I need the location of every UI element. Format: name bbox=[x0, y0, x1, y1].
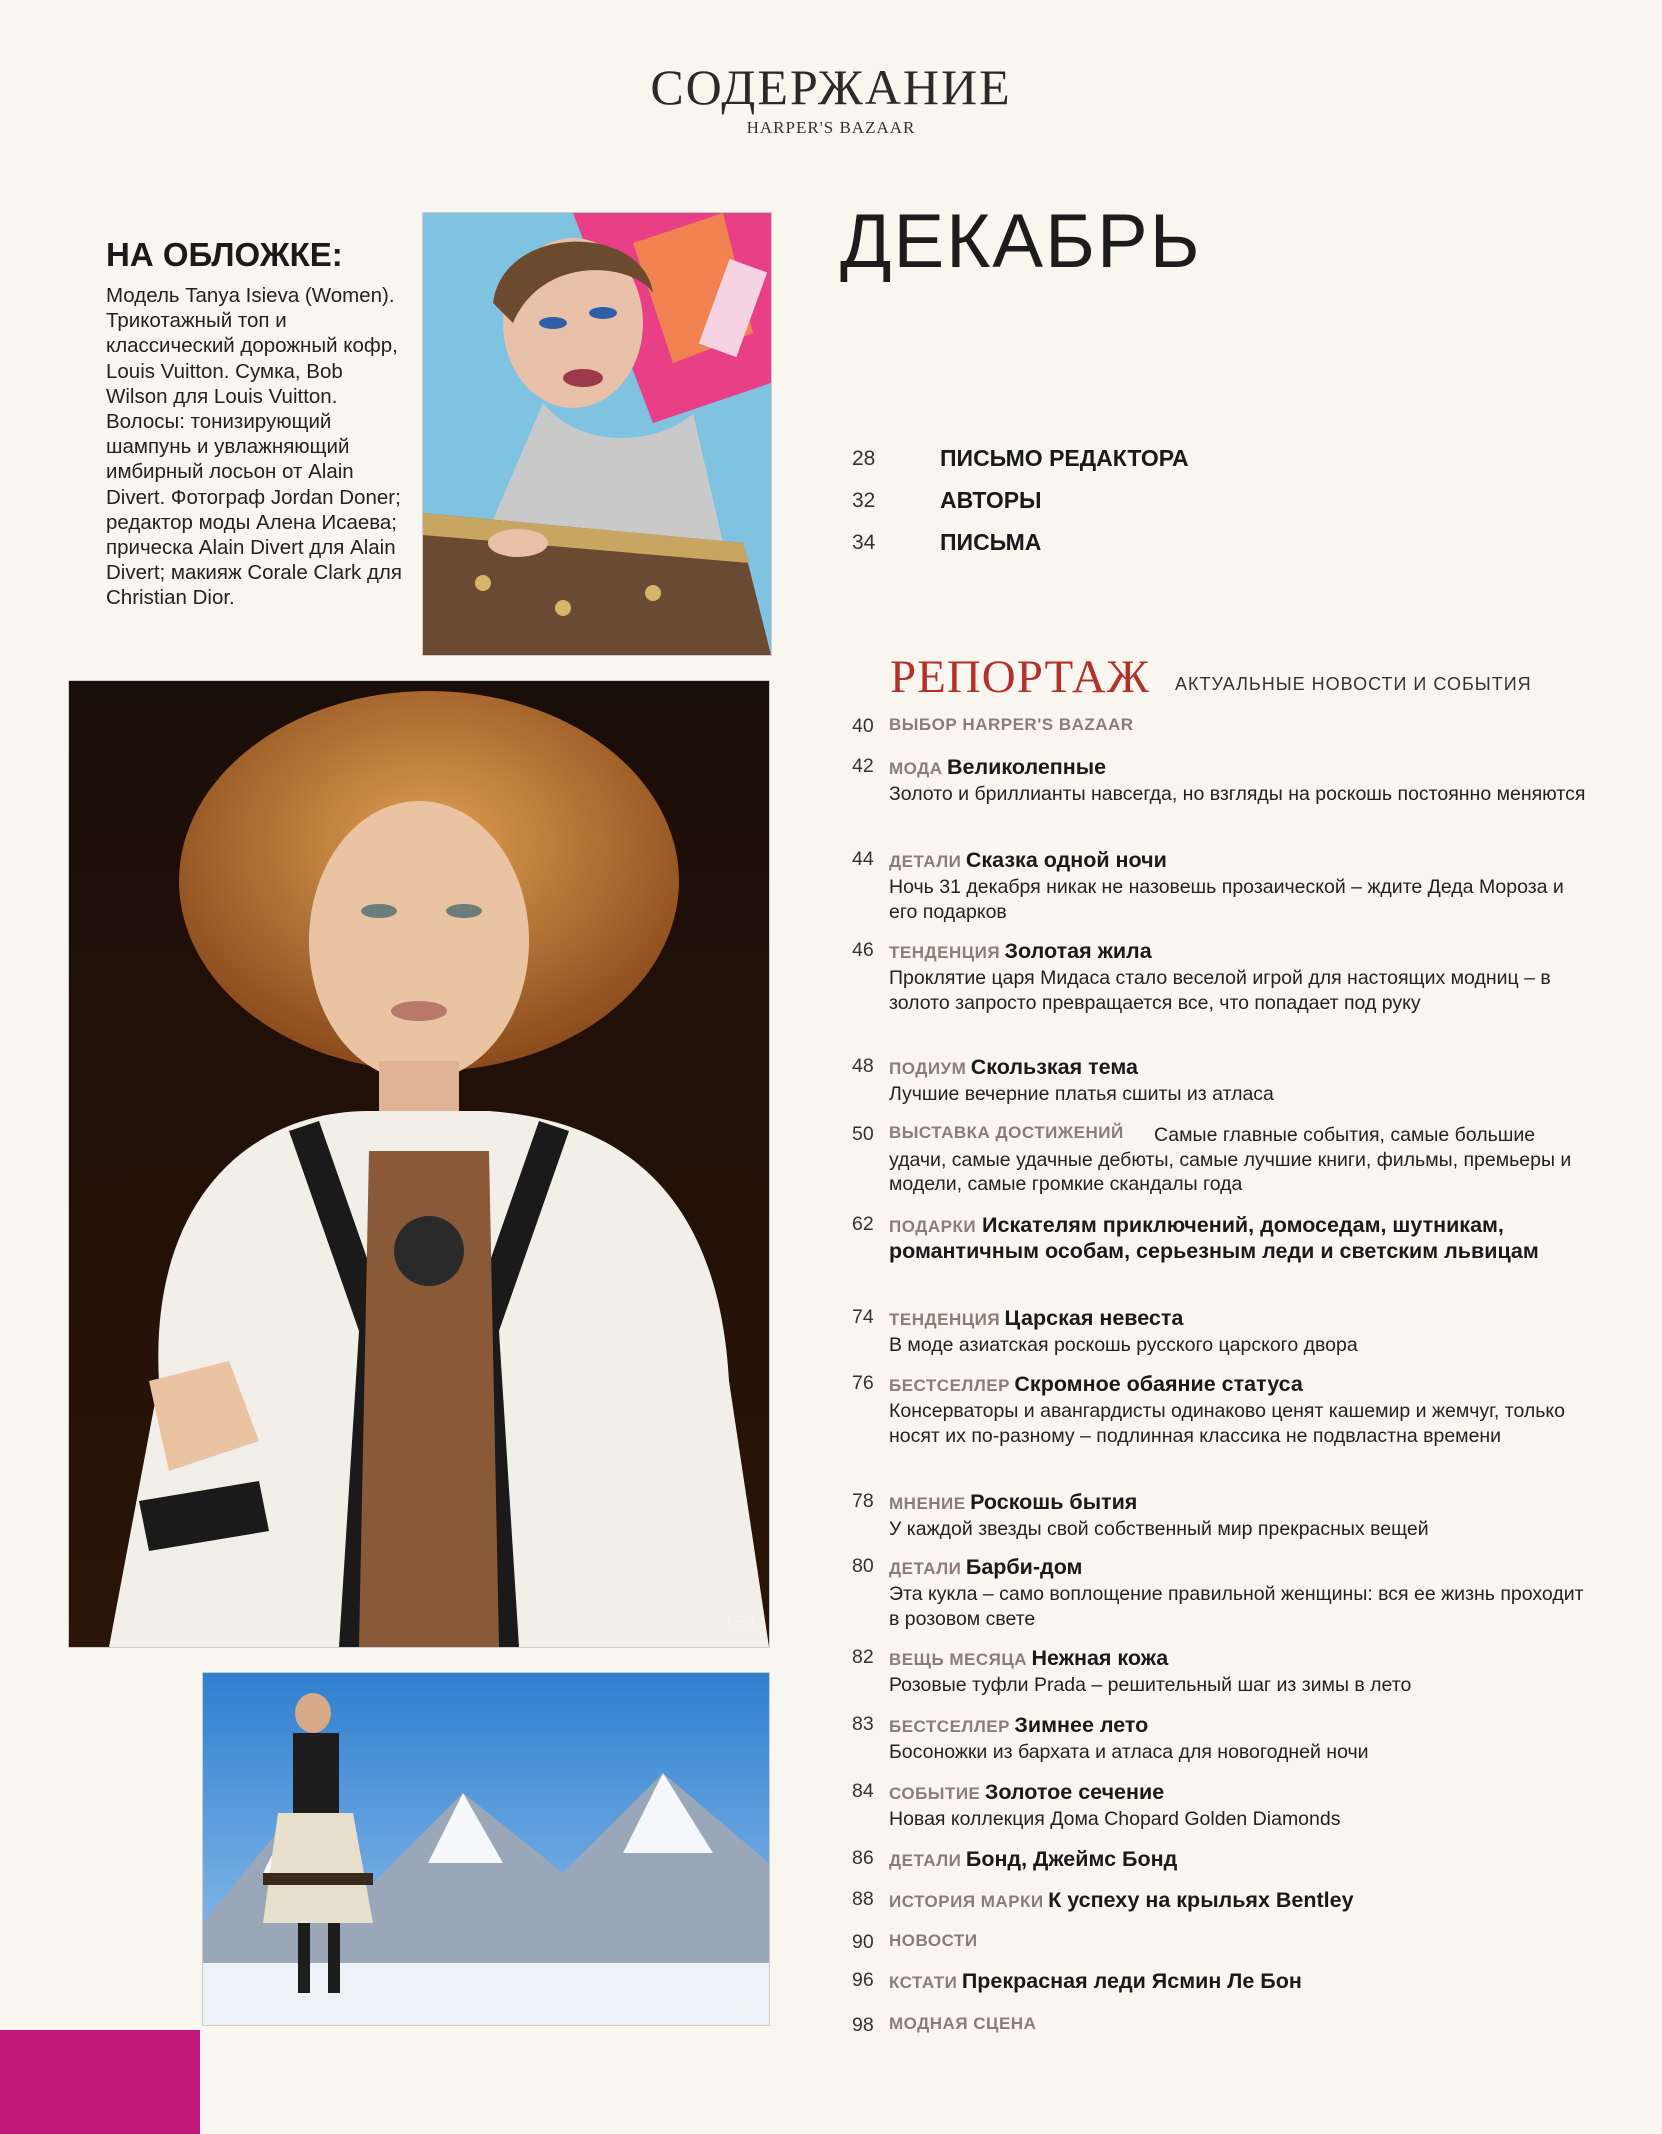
toc-top-item[interactable] bbox=[852, 447, 1352, 487]
toc-entry-title: Великолепные bbox=[947, 755, 1107, 779]
toc-entry-title: К успеху на крыльях Bentley bbox=[1048, 1888, 1354, 1912]
toc-entry-description: Розовые туфли Prada – решительный шаг из зимы в лето bbox=[889, 1674, 1412, 1696]
section-subtitle: АКТУАЛЬНЫЕ НОВОСТИ И СОБЫТИЯ bbox=[1175, 674, 1532, 694]
toc-entry-page: 86 bbox=[852, 1847, 874, 1869]
toc-entry-title: Бонд, Джеймс Бонд bbox=[965, 1847, 1178, 1871]
toc-entry-page: 46 bbox=[852, 939, 874, 961]
toc-top-item-title: ПИСЬМО РЕДАКТОРА bbox=[940, 445, 1189, 471]
toc-top-item-page: 32 bbox=[852, 489, 876, 512]
toc-entry-title: Золотое сечение bbox=[984, 1780, 1165, 1804]
toc-entry-title: Скромное обаяние статуса bbox=[1014, 1372, 1303, 1396]
cover-photo bbox=[422, 212, 772, 656]
toc-entry-page: 84 bbox=[852, 1780, 874, 1802]
section-title: РЕПОРТАЖ bbox=[890, 651, 1150, 703]
toc-entry-page: 44 bbox=[852, 848, 874, 870]
cover-credits: Модель Tanya Isieva (Women). Трикотажный топ и классический дорожный кофр, Louis Vuitton. Сумка, Bob Wilson для Louis Vuitton. Волосы: тонизирующий шампунь и увлажняющий имбирный лосьон от Alain Divert. Фотограф Jordan Doner; редактор моды Алена Исаева; прическа Alain Divert для Alain Divert; макияж Corale Clark для Christian Dior. bbox=[106, 284, 402, 610]
toc-entry-title: Искателям приключений, домоседам, шутникам, романтичным особам, серьезным леди и светским львицам bbox=[889, 1213, 1539, 1263]
toc-top-item-page: 28 bbox=[852, 447, 876, 470]
month-heading: ДЕКАБРЬ bbox=[840, 199, 1202, 284]
toc-entry-description: Эта кукла – само воплощение правильной женщины: вся ее жизнь проходит в розовом свете bbox=[889, 1583, 1584, 1630]
toc-entry-category: ДЕТАЛИ bbox=[889, 852, 962, 871]
toc-entry-title: Сказка одной ночи bbox=[965, 848, 1167, 872]
toc-entry-page: 96 bbox=[852, 1969, 874, 1991]
toc-entry-category: ПОДАРКИ bbox=[889, 1217, 977, 1236]
toc-entry-page: 98 bbox=[852, 2014, 874, 2036]
pink-corner-bar bbox=[0, 2030, 200, 2134]
toc-entry-category: БЕСТСЕЛЛЕР bbox=[889, 1376, 1010, 1395]
toc-entry-title: Прекрасная леди Ясмин Ле Бон bbox=[961, 1969, 1302, 1993]
toc-entry-category: БЕСТСЕЛЛЕР bbox=[889, 1717, 1010, 1736]
toc-entry-page: 50 bbox=[852, 1123, 874, 1145]
main-photo-page-number: 158 bbox=[723, 1613, 755, 1634]
main-photo bbox=[68, 680, 770, 1648]
toc-entry-title: Зимнее лето bbox=[1014, 1713, 1149, 1737]
toc-entry-category: ИСТОРИЯ МАРКИ bbox=[889, 1892, 1044, 1911]
toc-top-item-title: АВТОРЫ bbox=[940, 487, 1042, 513]
toc-entry-description: В моде азиатская роскошь русского царского двора bbox=[889, 1334, 1358, 1356]
toc-entry-category: ВЫБОР HARPER'S BAZAAR bbox=[889, 715, 1134, 734]
snow-photo-page-number: 266 bbox=[723, 1993, 755, 2014]
toc-entry-category: ДЕТАЛИ bbox=[889, 1851, 962, 1870]
toc-entry-page: 80 bbox=[852, 1555, 874, 1577]
toc-entry-description: Новая коллекция Дома Chopard Golden Diamonds bbox=[889, 1808, 1341, 1830]
toc-entry-page: 90 bbox=[852, 1931, 874, 1953]
masthead-title: СОДЕРЖАНИЕ bbox=[650, 59, 1012, 115]
toc-entry-page: 82 bbox=[852, 1646, 874, 1668]
toc-entry-title: Барби-дом bbox=[965, 1555, 1083, 1579]
toc-entry-title: Царская невеста bbox=[1004, 1306, 1184, 1330]
toc-entry-page: 76 bbox=[852, 1372, 874, 1394]
snow-photo bbox=[202, 1672, 770, 2026]
toc-entry-title: Золотая жила bbox=[1004, 939, 1152, 963]
masthead-subtitle: HARPER'S BAZAAR bbox=[746, 118, 916, 137]
toc-entry-description: Ночь 31 декабря никак не назовешь прозаической – ждите Деда Мороза и его подарков bbox=[889, 876, 1564, 923]
toc-entry-category: ПОДИУМ bbox=[889, 1059, 967, 1078]
toc-entry-page: 74 bbox=[852, 1306, 874, 1328]
toc-top-item[interactable] bbox=[852, 531, 1352, 571]
toc-entry-page: 83 bbox=[852, 1713, 874, 1735]
toc-entry-category: НОВОСТИ bbox=[889, 1931, 978, 1950]
toc-entry-page: 40 bbox=[852, 715, 874, 737]
toc-entry-description: Консерваторы и авангардисты одинаково ценят кашемир и жемчуг, только носят их по-разному – подлинная классика не подвластна времени bbox=[889, 1400, 1565, 1447]
toc-entry-category: МОДА bbox=[889, 759, 943, 778]
toc-entry-category: КСТАТИ bbox=[889, 1973, 958, 1992]
toc-entry-description: Лучшие вечерние платья сшиты из атласа bbox=[889, 1083, 1274, 1105]
toc-entry-description: Босоножки из бархата и атласа для новогодней ночи bbox=[889, 1741, 1369, 1763]
toc-entry-category: МОДНАЯ СЦЕНА bbox=[889, 2014, 1037, 2033]
toc-entry-description: Самые главные события, самые большие удачи, самые удачные дебюты, самые лучшие книги, фильмы, премьеры и модели, самые громкие скандалы года bbox=[889, 1124, 1572, 1195]
toc-entry-category: МНЕНИЕ bbox=[889, 1494, 966, 1513]
toc-entry-title: Скользкая тема bbox=[970, 1055, 1138, 1079]
toc-entry-description: Золото и бриллианты навсегда, но взгляды на роскошь постоянно меняются bbox=[889, 783, 1586, 805]
toc-entry-category: ТЕНДЕНЦИЯ bbox=[889, 1310, 1001, 1329]
toc-top-item[interactable] bbox=[852, 489, 1352, 529]
toc-entry-description: У каждой звезды свой собственный мир прекрасных вещей bbox=[889, 1518, 1429, 1540]
toc-entry-description: Проклятие царя Мидаса стало веселой игрой для настоящих модниц – в золото запросто превращается все, что попадает под руку bbox=[889, 967, 1551, 1014]
toc-entry-page: 88 bbox=[852, 1888, 874, 1910]
toc-entry-page: 62 bbox=[852, 1213, 874, 1235]
toc-entry-category: СОБЫТИЕ bbox=[889, 1784, 981, 1803]
toc-entry-category: ВЕЩЬ МЕСЯЦА bbox=[889, 1650, 1028, 1669]
toc-entry-page: 78 bbox=[852, 1490, 874, 1512]
toc-entry-category: ТЕНДЕНЦИЯ bbox=[889, 943, 1001, 962]
toc-entry-category: ДЕТАЛИ bbox=[889, 1559, 962, 1578]
toc-entry-title: Роскошь бытия bbox=[970, 1490, 1138, 1514]
toc-entry-category: ВЫСТАВКА ДОСТИЖЕНИЙ bbox=[889, 1123, 1124, 1142]
toc-entry-page: 42 bbox=[852, 755, 874, 777]
toc-entry-title: Нежная кожа bbox=[1031, 1646, 1169, 1670]
toc-top-item-page: 34 bbox=[852, 531, 876, 554]
cover-heading: НА ОБЛОЖКЕ: bbox=[106, 236, 343, 273]
toc-entry-page: 48 bbox=[852, 1055, 874, 1077]
toc-top-item-title: ПИСЬМА bbox=[940, 529, 1042, 555]
